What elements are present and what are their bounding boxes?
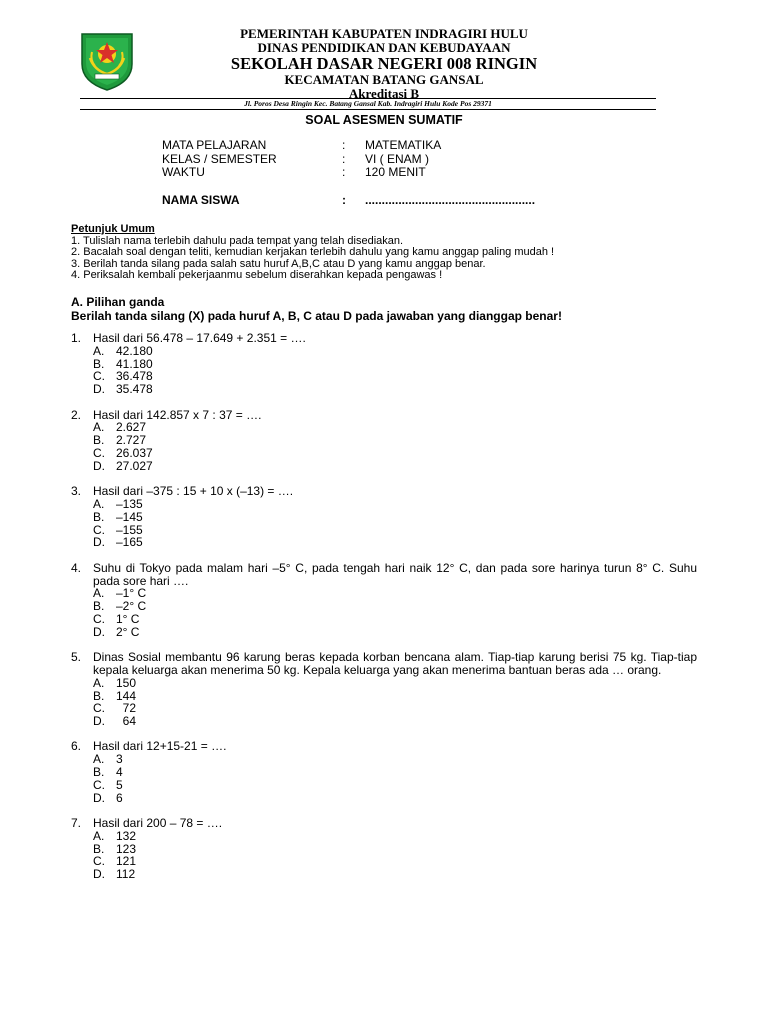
option-letter: D. bbox=[93, 535, 105, 550]
option-text: –155 bbox=[116, 522, 143, 537]
option-letter: B. bbox=[93, 688, 105, 703]
answer-option[interactable] bbox=[71, 370, 697, 383]
section-a-instruction: Berilah tanda silang (X) pada huruf A, B, C atau D pada jawaban yang dianggap benar! bbox=[71, 309, 562, 323]
letterhead-district: KECAMATAN BATANG GANSAL bbox=[284, 72, 484, 87]
option-text: 42.180 bbox=[116, 343, 153, 358]
question-stem bbox=[71, 562, 697, 588]
question-text: Suhu di Tokyo pada malam hari –5° C, pada tengah hari naik 12° C, dan pada sore harinya turun 8° C. Suhu pada sore hari …. bbox=[93, 560, 697, 588]
answer-option[interactable] bbox=[71, 460, 697, 473]
question-text: Dinas Sosial membantu 96 karung beras kepada korban bencana alam. Tiap-tiap karung berisi 75 kg. Tiap-tiap kepala keluarga akan menerima 50 kg. Kepala keluarga yang akan menerima bantuan beras ada … orang. bbox=[93, 650, 697, 677]
question-number: 5. bbox=[71, 650, 82, 665]
instructions-heading: Petunjuk Umum bbox=[71, 223, 155, 235]
letterhead bbox=[150, 27, 618, 101]
option-text: 112 bbox=[116, 867, 136, 882]
option-text: 27.027 bbox=[116, 458, 153, 473]
instruction-item: 3. Berilah tanda silang pada salah satu huruf A,B,C atau D yang kamu anggap benar. bbox=[71, 257, 486, 270]
option-text: 2.727 bbox=[116, 433, 147, 448]
answer-option[interactable] bbox=[71, 421, 697, 434]
answer-option[interactable] bbox=[71, 753, 697, 766]
option-text: 3 bbox=[116, 752, 123, 767]
question-stem bbox=[71, 485, 697, 498]
question-number: 2. bbox=[71, 407, 82, 422]
answer-option[interactable] bbox=[71, 511, 697, 524]
option-letter: D. bbox=[93, 458, 105, 473]
answer-option[interactable] bbox=[71, 524, 697, 537]
question-stem bbox=[71, 332, 697, 345]
option-letter: B. bbox=[93, 765, 105, 780]
answer-option[interactable] bbox=[71, 702, 697, 715]
question-list bbox=[71, 332, 697, 894]
general-instructions bbox=[71, 224, 554, 282]
instruction-item: 1. Tulislah nama terlebih dahulu pada tempat yang telah disediakan. bbox=[71, 234, 404, 247]
option-text: –165 bbox=[116, 535, 143, 550]
option-letter: A. bbox=[93, 420, 105, 435]
student-name-field[interactable]: ................................................... bbox=[365, 192, 536, 207]
option-text: 5 bbox=[116, 777, 123, 792]
question-number: 7. bbox=[71, 816, 82, 831]
option-letter: D. bbox=[93, 867, 105, 882]
option-text: 144 bbox=[116, 688, 137, 703]
option-text: –135 bbox=[116, 496, 143, 511]
option-text: 26.037 bbox=[116, 445, 153, 460]
question-text: Hasil dari 200 – 78 = …. bbox=[93, 816, 223, 831]
option-letter: C. bbox=[93, 777, 105, 792]
answer-option[interactable] bbox=[71, 830, 697, 843]
question-item bbox=[71, 817, 697, 881]
info-colon: : bbox=[342, 138, 346, 152]
option-letter: B. bbox=[93, 433, 105, 448]
question-number: 3. bbox=[71, 484, 82, 499]
option-letter: C. bbox=[93, 611, 105, 626]
answer-option[interactable] bbox=[71, 843, 697, 856]
answer-option[interactable] bbox=[71, 613, 697, 626]
letterhead-school: SEKOLAH DASAR NEGERI 008 RINGIN bbox=[230, 54, 538, 73]
option-letter: D. bbox=[93, 624, 105, 639]
question-item bbox=[71, 409, 697, 473]
option-letter: A. bbox=[93, 343, 105, 358]
instruction-item: 2. Bacalah soal dengan teliti, kemudian kerjakan terlebih dahulu yang kamu anggap paling mudah ! bbox=[71, 246, 555, 259]
question-stem bbox=[71, 409, 697, 422]
option-text: 36.478 bbox=[116, 369, 153, 384]
option-text: –1° C bbox=[116, 586, 147, 601]
question-item bbox=[71, 740, 697, 804]
answer-option[interactable] bbox=[71, 345, 697, 358]
option-text: –2° C bbox=[116, 599, 147, 614]
letterhead-department: DINAS PENDIDIKAN DAN KEBUDAYAAN bbox=[257, 40, 511, 55]
answer-option[interactable] bbox=[71, 779, 697, 792]
answer-option[interactable] bbox=[71, 792, 697, 805]
answer-option[interactable] bbox=[71, 868, 697, 881]
letterhead-accreditation: Akreditasi B bbox=[348, 86, 420, 101]
instruction-item: 4. Periksalah kembali pekerjaanmu sebelum diserahkan kepada pengawas ! bbox=[71, 269, 443, 282]
option-text: 132 bbox=[116, 828, 137, 843]
answer-option[interactable] bbox=[71, 766, 697, 779]
answer-option[interactable] bbox=[71, 626, 697, 639]
option-letter: C. bbox=[93, 854, 105, 869]
answer-option[interactable] bbox=[71, 587, 697, 600]
option-letter: A. bbox=[93, 496, 105, 511]
question-item bbox=[71, 485, 697, 549]
student-name-colon: : bbox=[342, 192, 346, 207]
option-text: 123 bbox=[116, 841, 137, 856]
question-text: Hasil dari 56.478 – 17.649 + 2.351 = …. bbox=[93, 331, 306, 345]
question-number: 4. bbox=[71, 560, 82, 575]
question-stem bbox=[71, 817, 697, 830]
option-text: 150 bbox=[116, 675, 137, 690]
answer-option[interactable] bbox=[71, 600, 697, 613]
option-letter: A. bbox=[93, 586, 105, 601]
answer-option[interactable] bbox=[71, 677, 697, 690]
option-text: 6 bbox=[116, 790, 123, 805]
answer-option[interactable] bbox=[71, 434, 697, 447]
option-letter: C. bbox=[93, 445, 105, 460]
option-text: 41.180 bbox=[116, 356, 153, 371]
option-letter: D. bbox=[93, 382, 105, 397]
answer-option[interactable] bbox=[71, 855, 697, 868]
answer-option[interactable] bbox=[71, 498, 697, 511]
question-item bbox=[71, 332, 697, 396]
exam-title: SOAL ASESMEN SUMATIF bbox=[305, 113, 463, 127]
option-text: 72 bbox=[116, 701, 137, 716]
header-divider-bottom bbox=[80, 109, 656, 110]
option-letter: B. bbox=[93, 599, 105, 614]
option-letter: D. bbox=[93, 790, 105, 805]
option-letter: D. bbox=[93, 714, 105, 729]
option-text: 35.478 bbox=[116, 382, 153, 397]
question-number: 1. bbox=[71, 331, 82, 345]
option-text: 121 bbox=[116, 854, 137, 869]
info-colon: : bbox=[342, 165, 346, 179]
answer-option[interactable] bbox=[71, 447, 697, 460]
option-text: –145 bbox=[116, 509, 143, 524]
info-label: MATA PELAJARAN bbox=[162, 138, 267, 152]
option-letter: A. bbox=[93, 752, 105, 767]
option-text: 4 bbox=[116, 765, 123, 780]
answer-option[interactable] bbox=[71, 358, 697, 371]
question-stem bbox=[71, 651, 697, 677]
section-a-header bbox=[71, 295, 562, 323]
regency-crest-icon bbox=[76, 30, 138, 92]
answer-option[interactable] bbox=[71, 536, 697, 549]
answer-option[interactable] bbox=[71, 383, 697, 396]
info-value: 120 MENIT bbox=[365, 165, 426, 179]
question-text: Hasil dari –375 : 15 + 10 x (–13) = …. bbox=[93, 484, 294, 499]
option-letter: B. bbox=[93, 841, 105, 856]
question-item bbox=[71, 651, 697, 728]
info-label: WAKTU bbox=[162, 165, 205, 179]
option-letter: C. bbox=[93, 369, 105, 384]
letterhead-address: Jl. Poros Desa Ringin Kec. Batang Gansal Kab. Indragiri Hulu Kode Pos 29371 bbox=[244, 99, 492, 108]
student-name-label: NAMA SISWA bbox=[162, 192, 240, 207]
question-item bbox=[71, 562, 697, 639]
answer-option[interactable] bbox=[71, 690, 697, 703]
option-letter: A. bbox=[93, 675, 105, 690]
option-letter: C. bbox=[93, 522, 105, 537]
info-value: MATEMATIKA bbox=[365, 138, 442, 152]
option-letter: B. bbox=[93, 356, 105, 371]
info-colon: : bbox=[342, 151, 346, 166]
letterhead-government: PEMERINTAH KABUPATEN INDRAGIRI HULU bbox=[240, 26, 528, 41]
answer-option[interactable] bbox=[71, 715, 697, 728]
question-text: Hasil dari 142.857 x 7 : 37 = …. bbox=[93, 407, 262, 422]
option-letter: C. bbox=[93, 701, 105, 716]
option-text: 2° C bbox=[116, 624, 140, 639]
question-number: 6. bbox=[71, 739, 82, 754]
section-a-title: A. Pilihan ganda bbox=[71, 295, 165, 309]
info-value: VI ( ENAM ) bbox=[365, 151, 430, 166]
question-stem bbox=[71, 740, 697, 753]
option-text: 2.627 bbox=[116, 420, 147, 435]
option-text: 1° C bbox=[116, 611, 140, 626]
option-letter: B. bbox=[93, 509, 105, 524]
info-label: KELAS / SEMESTER bbox=[162, 151, 277, 166]
option-text: 64 bbox=[116, 714, 137, 729]
option-letter: A. bbox=[93, 828, 105, 843]
question-text: Hasil dari 12+15-21 = …. bbox=[93, 739, 227, 754]
